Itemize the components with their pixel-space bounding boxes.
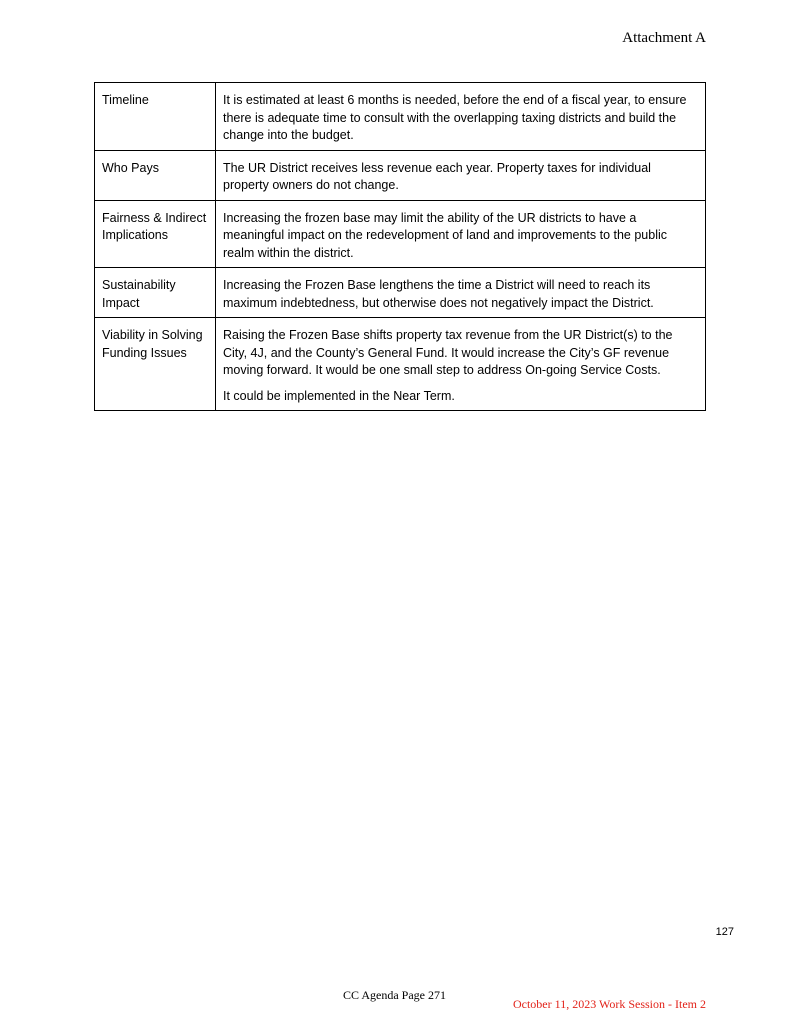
- row-label-timeline: Timeline: [95, 83, 216, 151]
- agenda-page-label: CC Agenda Page 271: [343, 988, 446, 1002]
- table-row-viability: [95, 318, 706, 411]
- row-content-fairness: [216, 200, 706, 268]
- row-text: Raising the Frozen Base shifts property tax revenue from the UR District(s) to the City, 4J, and the County’s General Fund. It would increase the City’s GF revenue moving forward. It would be one small step to address On-going Service Costs.: [223, 328, 673, 377]
- page-number: 127: [715, 926, 734, 938]
- table-row-who-pays: [95, 150, 706, 200]
- row-text: The UR District receives less revenue each year. Property taxes for individual property owners do not change.: [223, 160, 651, 192]
- funding-option-table: [94, 82, 706, 411]
- work-session-label: October 11, 2023 Work Session - Item 2: [512, 997, 706, 1011]
- table-row-sustainability: [95, 268, 706, 318]
- row-content-timeline: [216, 83, 706, 151]
- row-label-sustainability: Sustainability Impact: [95, 268, 216, 318]
- row-content-viability: [216, 318, 706, 411]
- row-content-sustainability: [216, 268, 706, 318]
- row-text: It is estimated at least 6 months is needed, before the end of a fiscal year, to ensure there is adequate time to consult with the overlapping taxing districts and build the change into the budget.: [223, 93, 687, 142]
- row-label-who-pays: Who Pays: [95, 150, 216, 200]
- row-label-fairness: Fairness & Indirect Implications: [95, 200, 216, 268]
- row-text: Increasing the Frozen Base lengthens the time a District will need to reach its maximum indebtedness, but otherwise does not negatively impact the District.: [223, 278, 654, 310]
- row-text: Increasing the frozen base may limit the ability of the UR districts to have a meaningful impact on the redevelopment of land and improvements to the public realm within the district.: [223, 210, 668, 260]
- row-text: It could be implemented in the Near Term.: [223, 388, 455, 403]
- row-label-viability: Viability in Solving Funding Issues: [95, 318, 216, 411]
- table-row-fairness: [95, 200, 706, 268]
- table-row-timeline: [95, 83, 706, 151]
- row-content-who-pays: [216, 150, 706, 200]
- attachment-label: Attachment A: [622, 30, 706, 46]
